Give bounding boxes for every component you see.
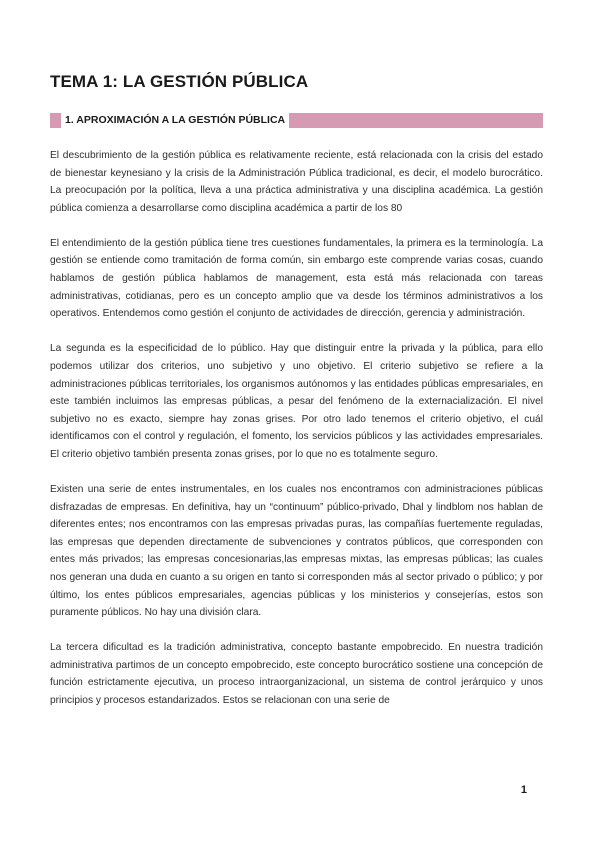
section-heading: 1. APROXIMACIÓN A LA GESTIÓN PÚBLICA xyxy=(61,113,289,128)
paragraph-2: El entendimiento de la gestión pública tiene tres cuestiones fundamentales, la primera es la terminología. La gestión se entiende como tramitación de forma común, sin embargo este comprende varias cosas, cuando hablamos de gestión pública hablamos de management, esta está más relacionada con tareas administrativas, cotidianas, pero es un concepto amplio que va desde los términos administrativos a los operativos. Entendemos como gestión el conjunto de actividades de dirección, gerencia y administración. xyxy=(50,237,543,320)
page-title: TEMA 1: LA GESTIÓN PÚBLICA xyxy=(50,72,309,91)
paragraph-5: La tercera dificultad es la tradición administrativa, concepto bastante empobrecido. En nuestra tradición administrativa partimos de un concepto empobrecido, este concepto burocrático sostiene una concepción de función estrictamente ejecutiva, un proceso intraorganizacional, un sistema de control jerárquico y unos principios y procesos estandarizados. Estos se relacionan con una serie de xyxy=(50,642,543,707)
document-body xyxy=(50,147,543,727)
document-page xyxy=(50,0,543,848)
paragraph-1: El descubrimiento de la gestión pública es relativamente reciente, está relacionada con la crisis del estado de bienestar keynesiano y la crisis de la Administración Pública tradicional, es decir, el modelo burocrático. La preocupación por la política, lleva a una práctica administrativa y una disciplina académica. La gestión pública comienza a desarrollarse como disciplina académica a partir de los 80 xyxy=(50,150,543,214)
section-heading-bar xyxy=(50,113,543,128)
section-heading-accent xyxy=(50,113,59,128)
paragraph-3: La segunda es la especificidad de lo público. Hay que distinguir entre la privada y la pública, para ello podemos utilizar dos criterios, uno subjetivo y uno objetivo. El criterio subjetivo se refiere a la administraciones públicas territoriales, los organismos autónomos y las entidades públicas empresariales, en este también incluimos las empresas públicas, a pesar del fenómeno de la externacialización. El nivel subjetivo no es exacto, siempre hay zonas grises. Por otro lado tenemos el criterio objetivo, el cuál identificamos con el control y regulación, el fomento, los servicios públicos y las actividades empresariales. El criterio objetivo también presenta zonas grises, por lo que no es totalmente seguro. xyxy=(50,343,543,460)
paragraph-4: Existen una serie de entes instrumentales, en los cuales nos encontramos con administraciones públicas disfrazadas de empresas. En definitiva, hay un “continuum” público-privado, Dhal y lindblom nos hablan de diferentes entes; nos encontramos con las empresas privadas puras, las compañías fuertemente reguladas, las empresas que dependen directamente de subvenciones y contratos públicos, que corresponden con entes más privados; las empresas concesionarias,las empresas mixtas, las empresas públicas; las cuales nos generan una duda en cuanto a su origen en tanto si corresponden más al sector privado o público; y por último, los entes públicos empresariales, agencias públicas y los ministerios y consejerías, estos son puramente públicos. No hay una división clara. xyxy=(50,484,543,619)
page-number: 1 xyxy=(520,784,527,796)
